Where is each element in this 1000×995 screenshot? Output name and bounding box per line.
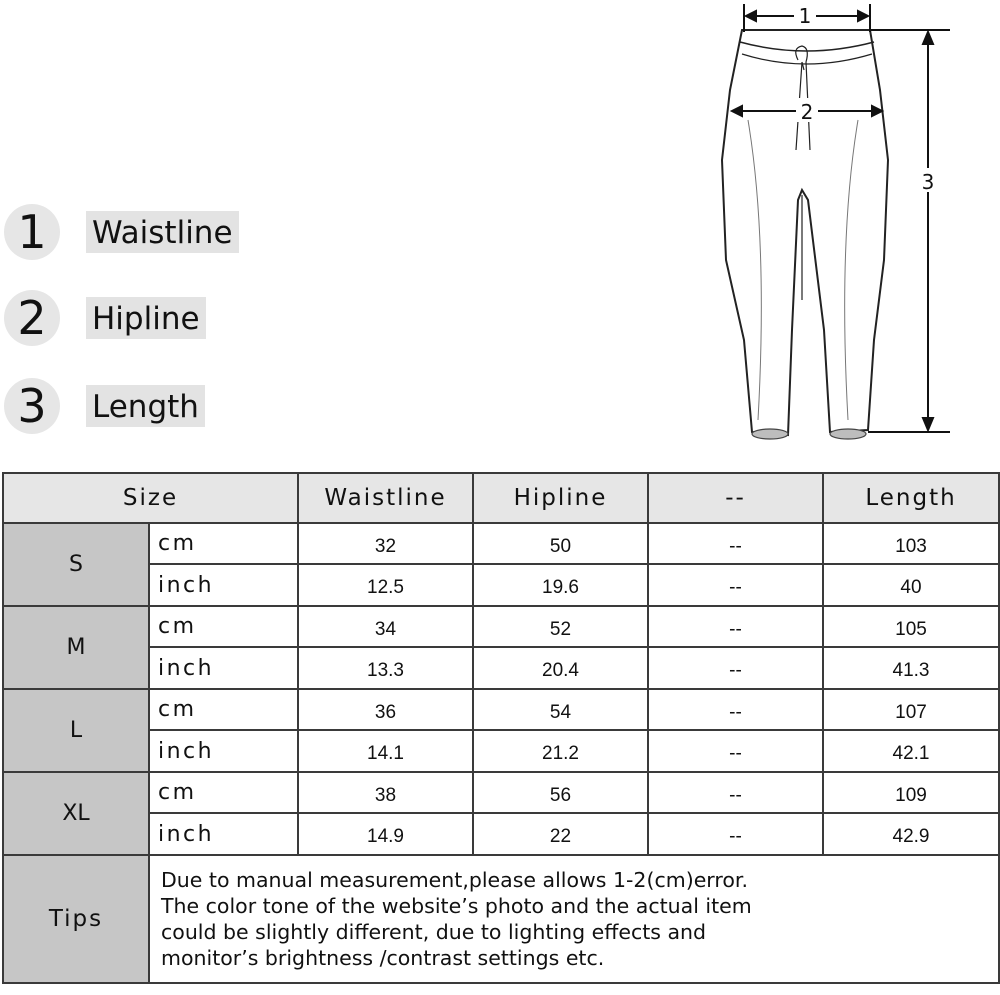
value-cell: 40 — [823, 564, 999, 606]
value-cell: -- — [648, 730, 823, 772]
header-size: Size — [3, 473, 298, 523]
unit-label: cm — [149, 772, 298, 813]
legend-label-length: Length — [86, 385, 205, 427]
legend-item-hipline — [4, 290, 206, 346]
value-cell: 54 — [473, 689, 648, 730]
value-cell: 32 — [298, 523, 473, 564]
table-row — [3, 772, 999, 813]
value-cell: 20.4 — [473, 647, 648, 689]
legend-label-waistline: Waistline — [86, 211, 239, 253]
value-cell: 107 — [823, 689, 999, 730]
value-cell: -- — [648, 689, 823, 730]
size-label: XL — [3, 772, 149, 855]
pants-illustration — [718, 0, 1000, 450]
table-row — [3, 813, 999, 855]
tips-label: Tips — [3, 855, 149, 983]
marker-2: 2 — [800, 100, 814, 124]
legend-label-hipline: Hipline — [86, 297, 206, 339]
value-cell: -- — [648, 523, 823, 564]
header-hipline: Hipline — [473, 473, 648, 523]
size-chart-table — [2, 472, 1000, 984]
legend-item-waistline — [4, 204, 239, 260]
unit-label: inch — [149, 813, 298, 855]
tips-line: The color tone of the website’s photo and the actual item — [161, 894, 752, 918]
value-cell: -- — [648, 772, 823, 813]
table-row — [3, 606, 999, 647]
table-row — [3, 689, 999, 730]
unit-label: cm — [149, 689, 298, 730]
value-cell: 21.2 — [473, 730, 648, 772]
value-cell: 14.1 — [298, 730, 473, 772]
value-cell: -- — [648, 564, 823, 606]
header-blank: -- — [648, 473, 823, 523]
legend-number-2: 2 — [4, 290, 60, 346]
legend-number-3: 3 — [4, 378, 60, 434]
marker-3: 3 — [921, 170, 935, 194]
unit-label: cm — [149, 523, 298, 564]
table-row — [3, 564, 999, 606]
value-cell: 36 — [298, 689, 473, 730]
unit-label: cm — [149, 606, 298, 647]
value-cell: 13.3 — [298, 647, 473, 689]
table-row — [3, 647, 999, 689]
value-cell: 14.9 — [298, 813, 473, 855]
value-cell: 42.1 — [823, 730, 999, 772]
tips-line: Due to manual measurement,please allows 1-2(cm)error. — [161, 868, 748, 892]
value-cell: 105 — [823, 606, 999, 647]
value-cell: 41.3 — [823, 647, 999, 689]
header-row — [3, 473, 999, 523]
value-cell: 12.5 — [298, 564, 473, 606]
value-cell: 42.9 — [823, 813, 999, 855]
value-cell: 52 — [473, 606, 648, 647]
value-cell: 109 — [823, 772, 999, 813]
marker-1: 1 — [798, 4, 812, 28]
header-length: Length — [823, 473, 999, 523]
unit-label: inch — [149, 730, 298, 772]
size-label: L — [3, 689, 149, 772]
size-label: S — [3, 523, 149, 606]
value-cell: 19.6 — [473, 564, 648, 606]
value-cell: -- — [648, 647, 823, 689]
value-cell: 22 — [473, 813, 648, 855]
tips-row — [3, 855, 999, 983]
table-row — [3, 730, 999, 772]
tips-line: could be slightly different, due to lighting effects and — [161, 920, 707, 944]
value-cell: 38 — [298, 772, 473, 813]
value-cell: 56 — [473, 772, 648, 813]
value-cell: 103 — [823, 523, 999, 564]
tips-text — [149, 855, 999, 983]
value-cell: -- — [648, 606, 823, 647]
legend-number-1: 1 — [4, 204, 60, 260]
legend-item-length — [4, 378, 205, 434]
value-cell: 34 — [298, 606, 473, 647]
size-label: M — [3, 606, 149, 689]
tips-line: monitor’s brightness /contrast settings etc. — [161, 946, 605, 970]
header-waistline: Waistline — [298, 473, 473, 523]
value-cell: 50 — [473, 523, 648, 564]
unit-label: inch — [149, 647, 298, 689]
unit-label: inch — [149, 564, 298, 606]
value-cell: -- — [648, 813, 823, 855]
table-row — [3, 523, 999, 564]
